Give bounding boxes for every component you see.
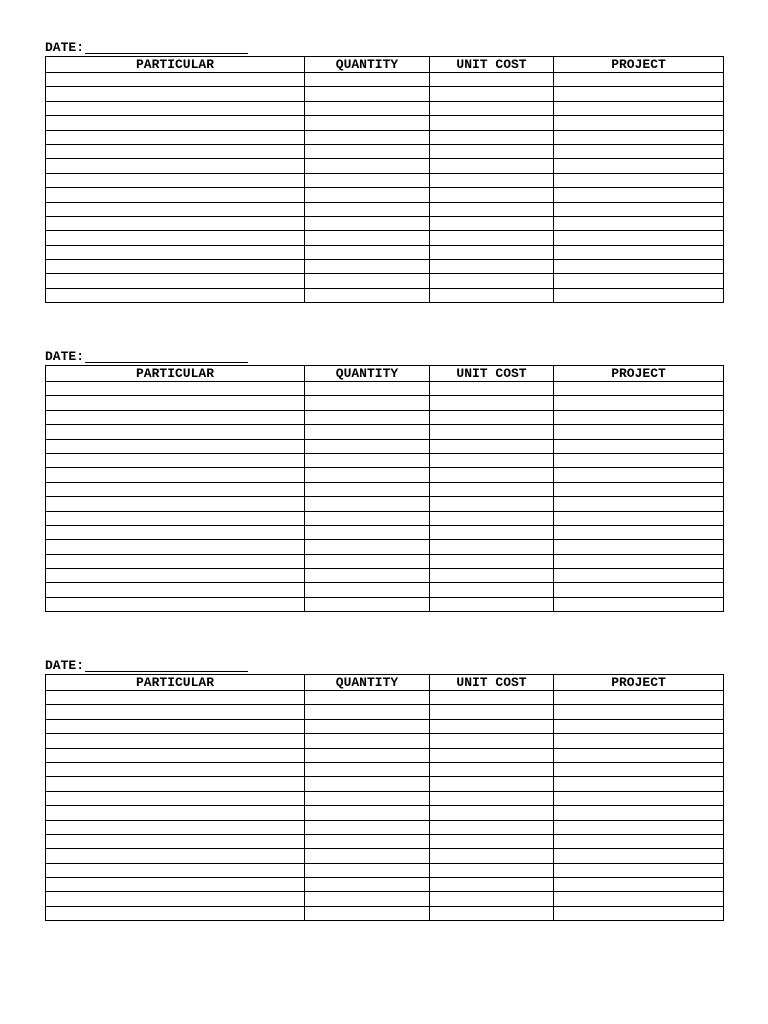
cell-quantity[interactable]	[305, 863, 430, 877]
cell-quantity[interactable]	[305, 762, 430, 776]
cell-quantity[interactable]	[305, 216, 430, 230]
cell-project[interactable]	[554, 892, 724, 906]
table-row	[46, 734, 724, 748]
cell-quantity[interactable]	[305, 396, 430, 410]
cell-project[interactable]	[554, 260, 724, 274]
cell-quantity[interactable]	[305, 834, 430, 848]
cell-particular[interactable]	[46, 101, 305, 115]
date-line	[45, 656, 248, 672]
table-row	[46, 540, 724, 554]
table-row	[46, 396, 724, 410]
cell-unit-cost[interactable]	[430, 274, 554, 288]
cell-particular[interactable]	[46, 216, 305, 230]
cell-project[interactable]	[554, 216, 724, 230]
cell-particular[interactable]	[46, 144, 305, 158]
cell-project[interactable]	[554, 173, 724, 187]
cell-unit-cost[interactable]	[430, 116, 554, 130]
cell-unit-cost[interactable]	[430, 820, 554, 834]
cell-project[interactable]	[554, 159, 724, 173]
cell-quantity[interactable]	[305, 73, 430, 87]
cell-project[interactable]	[554, 748, 724, 762]
table-body	[46, 691, 724, 921]
cell-unit-cost[interactable]	[430, 87, 554, 101]
cell-particular[interactable]	[46, 274, 305, 288]
cell-unit-cost[interactable]	[430, 231, 554, 245]
cell-project[interactable]	[554, 410, 724, 424]
cell-project[interactable]	[554, 101, 724, 115]
table-row	[46, 260, 724, 274]
column-header-project: PROJECT	[554, 366, 724, 382]
cell-unit-cost[interactable]	[430, 906, 554, 920]
cell-project[interactable]	[554, 382, 724, 396]
date-label: DATE:	[45, 40, 85, 55]
table-row	[46, 425, 724, 439]
cell-particular[interactable]	[46, 511, 305, 525]
cell-particular[interactable]	[46, 410, 305, 424]
cell-project[interactable]	[554, 597, 724, 611]
cell-particular[interactable]	[46, 116, 305, 130]
cell-unit-cost[interactable]	[430, 511, 554, 525]
cell-particular[interactable]	[46, 288, 305, 302]
cell-particular[interactable]	[46, 820, 305, 834]
cell-unit-cost[interactable]	[430, 468, 554, 482]
cell-quantity[interactable]	[305, 202, 430, 216]
cell-particular[interactable]	[46, 231, 305, 245]
cell-unit-cost[interactable]	[430, 482, 554, 496]
cell-particular[interactable]	[46, 260, 305, 274]
cell-unit-cost[interactable]	[430, 734, 554, 748]
cell-project[interactable]	[554, 583, 724, 597]
cell-quantity[interactable]	[305, 130, 430, 144]
cell-particular[interactable]	[46, 202, 305, 216]
cell-project[interactable]	[554, 691, 724, 705]
cell-quantity[interactable]	[305, 734, 430, 748]
cell-project[interactable]	[554, 863, 724, 877]
cell-quantity[interactable]	[305, 468, 430, 482]
table-row	[46, 762, 724, 776]
cell-project[interactable]	[554, 87, 724, 101]
table-row	[46, 777, 724, 791]
table-row	[46, 849, 724, 863]
cell-project[interactable]	[554, 144, 724, 158]
cell-particular[interactable]	[46, 569, 305, 583]
cell-quantity[interactable]	[305, 748, 430, 762]
cell-project[interactable]	[554, 396, 724, 410]
cell-quantity[interactable]	[305, 231, 430, 245]
cell-quantity[interactable]	[305, 274, 430, 288]
table-row	[46, 597, 724, 611]
cell-quantity[interactable]	[305, 719, 430, 733]
cell-project[interactable]	[554, 73, 724, 87]
cell-unit-cost[interactable]	[430, 202, 554, 216]
cell-quantity[interactable]	[305, 382, 430, 396]
cell-particular[interactable]	[46, 863, 305, 877]
cell-project[interactable]	[554, 719, 724, 733]
cell-unit-cost[interactable]	[430, 748, 554, 762]
column-header-unit-cost: UNIT COST	[430, 675, 554, 691]
cell-unit-cost[interactable]	[430, 396, 554, 410]
column-header-particular: PARTICULAR	[46, 675, 305, 691]
cell-particular[interactable]	[46, 245, 305, 259]
cell-unit-cost[interactable]	[430, 554, 554, 568]
cell-quantity[interactable]	[305, 569, 430, 583]
cell-particular[interactable]	[46, 87, 305, 101]
cell-particular[interactable]	[46, 173, 305, 187]
table-row	[46, 554, 724, 568]
cell-project[interactable]	[554, 274, 724, 288]
cell-unit-cost[interactable]	[430, 382, 554, 396]
cell-unit-cost[interactable]	[430, 525, 554, 539]
cell-unit-cost[interactable]	[430, 691, 554, 705]
cell-particular[interactable]	[46, 396, 305, 410]
table-row	[46, 791, 724, 805]
cell-quantity[interactable]	[305, 691, 430, 705]
cell-quantity[interactable]	[305, 497, 430, 511]
cell-unit-cost[interactable]	[430, 705, 554, 719]
table-row	[46, 863, 724, 877]
column-header-quantity: QUANTITY	[305, 57, 430, 73]
table-row	[46, 806, 724, 820]
table-row	[46, 231, 724, 245]
cell-project[interactable]	[554, 188, 724, 202]
cell-project[interactable]	[554, 453, 724, 467]
cell-unit-cost[interactable]	[430, 216, 554, 230]
cell-unit-cost[interactable]	[430, 173, 554, 187]
cell-project[interactable]	[554, 511, 724, 525]
cell-quantity[interactable]	[305, 849, 430, 863]
cell-quantity[interactable]	[305, 260, 430, 274]
cell-particular[interactable]	[46, 777, 305, 791]
cell-unit-cost[interactable]	[430, 425, 554, 439]
cell-quantity[interactable]	[305, 540, 430, 554]
cell-particular[interactable]	[46, 734, 305, 748]
column-header-project: PROJECT	[554, 57, 724, 73]
cell-particular[interactable]	[46, 806, 305, 820]
date-line	[45, 347, 248, 363]
cell-quantity[interactable]	[305, 288, 430, 302]
cell-project[interactable]	[554, 554, 724, 568]
column-header-unit-cost: UNIT COST	[430, 366, 554, 382]
column-header-particular: PARTICULAR	[46, 366, 305, 382]
cell-quantity[interactable]	[305, 173, 430, 187]
cell-quantity[interactable]	[305, 482, 430, 496]
cell-unit-cost[interactable]	[430, 288, 554, 302]
cell-unit-cost[interactable]	[430, 863, 554, 877]
table-body	[46, 73, 724, 303]
cell-project[interactable]	[554, 762, 724, 776]
cell-particular[interactable]	[46, 719, 305, 733]
cell-quantity[interactable]	[305, 906, 430, 920]
column-header-project: PROJECT	[554, 675, 724, 691]
table-row	[46, 87, 724, 101]
cell-project[interactable]	[554, 569, 724, 583]
cell-project[interactable]	[554, 849, 724, 863]
table-row	[46, 691, 724, 705]
cell-project[interactable]	[554, 425, 724, 439]
cell-quantity[interactable]	[305, 159, 430, 173]
cell-unit-cost[interactable]	[430, 439, 554, 453]
cell-quantity[interactable]	[305, 116, 430, 130]
table-row	[46, 569, 724, 583]
table-header-row	[46, 57, 724, 73]
cell-unit-cost[interactable]	[430, 260, 554, 274]
column-header-unit-cost: UNIT COST	[430, 57, 554, 73]
cell-quantity[interactable]	[305, 597, 430, 611]
cell-quantity[interactable]	[305, 425, 430, 439]
table-row	[46, 288, 724, 302]
table-row	[46, 525, 724, 539]
cell-quantity[interactable]	[305, 101, 430, 115]
cell-particular[interactable]	[46, 583, 305, 597]
cell-quantity[interactable]	[305, 525, 430, 539]
date-field[interactable]	[85, 42, 248, 54]
cell-project[interactable]	[554, 834, 724, 848]
date-label: DATE:	[45, 349, 85, 364]
cell-quantity[interactable]	[305, 777, 430, 791]
cell-quantity[interactable]	[305, 583, 430, 597]
cell-particular[interactable]	[46, 834, 305, 848]
cell-project[interactable]	[554, 806, 724, 820]
cell-quantity[interactable]	[305, 511, 430, 525]
cell-unit-cost[interactable]	[430, 410, 554, 424]
table-row	[46, 583, 724, 597]
cell-particular[interactable]	[46, 382, 305, 396]
cell-unit-cost[interactable]	[430, 762, 554, 776]
cell-quantity[interactable]	[305, 439, 430, 453]
cell-project[interactable]	[554, 482, 724, 496]
cell-unit-cost[interactable]	[430, 245, 554, 259]
cell-unit-cost[interactable]	[430, 878, 554, 892]
table-header-row	[46, 366, 724, 382]
cell-project[interactable]	[554, 202, 724, 216]
table-row	[46, 188, 724, 202]
column-header-quantity: QUANTITY	[305, 366, 430, 382]
cell-unit-cost[interactable]	[430, 791, 554, 805]
cell-project[interactable]	[554, 820, 724, 834]
cell-particular[interactable]	[46, 906, 305, 920]
date-line	[45, 38, 248, 54]
cell-particular[interactable]	[46, 453, 305, 467]
cell-unit-cost[interactable]	[430, 892, 554, 906]
cell-unit-cost[interactable]	[430, 806, 554, 820]
cell-quantity[interactable]	[305, 410, 430, 424]
table-row	[46, 497, 724, 511]
table-row	[46, 410, 724, 424]
cell-particular[interactable]	[46, 878, 305, 892]
table-row	[46, 216, 724, 230]
cell-particular[interactable]	[46, 540, 305, 554]
cell-project[interactable]	[554, 231, 724, 245]
cell-unit-cost[interactable]	[430, 159, 554, 173]
table-row	[46, 719, 724, 733]
table-row	[46, 159, 724, 173]
cell-quantity[interactable]	[305, 705, 430, 719]
cell-unit-cost[interactable]	[430, 101, 554, 115]
date-field[interactable]	[85, 351, 248, 363]
cell-particular[interactable]	[46, 73, 305, 87]
table-row	[46, 116, 724, 130]
table-row	[46, 144, 724, 158]
cell-project[interactable]	[554, 734, 724, 748]
cell-project[interactable]	[554, 468, 724, 482]
cell-project[interactable]	[554, 288, 724, 302]
cell-particular[interactable]	[46, 705, 305, 719]
table-row	[46, 834, 724, 848]
cell-particular[interactable]	[46, 497, 305, 511]
cell-particular[interactable]	[46, 748, 305, 762]
cell-project[interactable]	[554, 245, 724, 259]
table-row	[46, 382, 724, 396]
cell-particular[interactable]	[46, 425, 305, 439]
cell-project[interactable]	[554, 130, 724, 144]
table-row	[46, 468, 724, 482]
cell-particular[interactable]	[46, 849, 305, 863]
cell-project[interactable]	[554, 791, 724, 805]
table-row	[46, 245, 724, 259]
cell-quantity[interactable]	[305, 453, 430, 467]
cell-unit-cost[interactable]	[430, 497, 554, 511]
date-label: DATE:	[45, 658, 85, 673]
table-row	[46, 511, 724, 525]
cell-unit-cost[interactable]	[430, 569, 554, 583]
cell-project[interactable]	[554, 116, 724, 130]
cell-unit-cost[interactable]	[430, 73, 554, 87]
cell-project[interactable]	[554, 540, 724, 554]
cell-project[interactable]	[554, 878, 724, 892]
cell-quantity[interactable]	[305, 245, 430, 259]
cell-project[interactable]	[554, 497, 724, 511]
cell-quantity[interactable]	[305, 878, 430, 892]
table-row	[46, 274, 724, 288]
cell-particular[interactable]	[46, 439, 305, 453]
cell-unit-cost[interactable]	[430, 540, 554, 554]
table-row	[46, 101, 724, 115]
table-row	[46, 173, 724, 187]
cell-project[interactable]	[554, 439, 724, 453]
cell-project[interactable]	[554, 777, 724, 791]
cell-unit-cost[interactable]	[430, 453, 554, 467]
cell-particular[interactable]	[46, 188, 305, 202]
table-row	[46, 73, 724, 87]
table-row	[46, 748, 724, 762]
table-row	[46, 878, 724, 892]
cell-particular[interactable]	[46, 791, 305, 805]
table-row	[46, 202, 724, 216]
cell-project[interactable]	[554, 705, 724, 719]
cell-quantity[interactable]	[305, 791, 430, 805]
table-row	[46, 130, 724, 144]
entry-table	[45, 365, 724, 612]
cell-project[interactable]	[554, 906, 724, 920]
cell-particular[interactable]	[46, 597, 305, 611]
cell-particular[interactable]	[46, 762, 305, 776]
cell-quantity[interactable]	[305, 892, 430, 906]
cell-project[interactable]	[554, 525, 724, 539]
table-row	[46, 705, 724, 719]
table-body	[46, 382, 724, 612]
cell-unit-cost[interactable]	[430, 834, 554, 848]
cell-unit-cost[interactable]	[430, 597, 554, 611]
table-row	[46, 482, 724, 496]
cell-unit-cost[interactable]	[430, 583, 554, 597]
table-row	[46, 453, 724, 467]
cell-quantity[interactable]	[305, 87, 430, 101]
cell-particular[interactable]	[46, 525, 305, 539]
table-row	[46, 892, 724, 906]
cell-particular[interactable]	[46, 554, 305, 568]
cell-particular[interactable]	[46, 130, 305, 144]
table-row	[46, 820, 724, 834]
table-header-row	[46, 675, 724, 691]
entry-table	[45, 56, 724, 303]
cell-quantity[interactable]	[305, 820, 430, 834]
table-row	[46, 439, 724, 453]
cell-unit-cost[interactable]	[430, 777, 554, 791]
cell-quantity[interactable]	[305, 144, 430, 158]
column-header-particular: PARTICULAR	[46, 57, 305, 73]
cell-particular[interactable]	[46, 159, 305, 173]
cell-quantity[interactable]	[305, 806, 430, 820]
column-header-quantity: QUANTITY	[305, 675, 430, 691]
cell-unit-cost[interactable]	[430, 130, 554, 144]
table-row	[46, 906, 724, 920]
cell-unit-cost[interactable]	[430, 144, 554, 158]
cell-unit-cost[interactable]	[430, 188, 554, 202]
cell-unit-cost[interactable]	[430, 849, 554, 863]
cell-particular[interactable]	[46, 482, 305, 496]
cell-quantity[interactable]	[305, 554, 430, 568]
date-field[interactable]	[85, 660, 248, 672]
cell-quantity[interactable]	[305, 188, 430, 202]
cell-particular[interactable]	[46, 691, 305, 705]
cell-particular[interactable]	[46, 468, 305, 482]
entry-table	[45, 674, 724, 921]
cell-unit-cost[interactable]	[430, 719, 554, 733]
cell-particular[interactable]	[46, 892, 305, 906]
